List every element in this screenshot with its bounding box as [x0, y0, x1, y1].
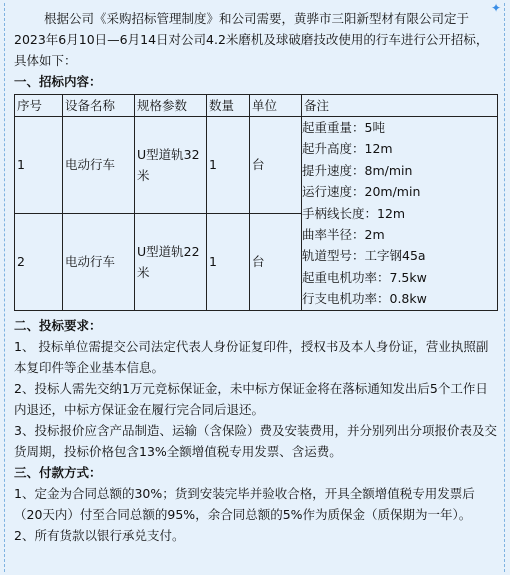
announcement-body: [14, 8, 500, 546]
row1-no: 1: [15, 117, 63, 214]
header-no: 序号: [15, 95, 63, 117]
requirement-item: 3、投标报价应含产品制造、运输（含保险）费及安装费用，并分别列出分项报价表及交货周期，投标价格包含13%全额增值税专用发票、含运费。: [14, 422, 497, 459]
header-spec: 规格参数: [135, 95, 207, 117]
row2-no: 2: [15, 213, 63, 310]
remark-line: 轨道型号：工字钢45a: [302, 248, 426, 264]
row2-spec: U型道轨22米: [135, 213, 207, 310]
header-name: 设备名称: [63, 95, 135, 117]
remark-line: 起升高度：12m: [302, 141, 393, 157]
remark-line: 行支电机功率：0.8kw: [302, 291, 427, 307]
requirements-section: [14, 315, 500, 546]
table-header-row: [15, 95, 498, 117]
header-qty: 数量: [207, 95, 250, 117]
header-remark: 备注: [302, 95, 498, 117]
remark-line: 起重电机功率：7.5kw: [302, 269, 427, 285]
remark-line: 起重重量：5吨: [302, 120, 385, 135]
remark-line: 运行速度：20m/min: [302, 184, 421, 200]
remark-line: 曲率半径：2m: [302, 227, 385, 243]
requirement-item: 1、 投标单位需提交公司法定代表人身份证复印件，授权书及本人身份证，营业执照副本复印件等企业基本信息。: [14, 338, 489, 375]
tender-table: [14, 94, 498, 311]
row2-unit: 台: [250, 213, 302, 310]
header-unit: 单位: [250, 95, 302, 117]
remark-line: 手柄线长度：12m: [302, 205, 406, 221]
payment-item: 2、所有货款以银行承兑支付。: [14, 527, 185, 543]
intro-paragraph: 根据公司《采购招标管理制度》和公司需要，黄骅市三阳新型材有限公司定于2023年6月10日—6月14日对公司4.2米磨机及球破磨技改使用的行车进行公开招标，具体如下：: [14, 11, 489, 68]
section-title-content: 一、招标内容：: [14, 74, 102, 89]
payment-item: 1、定金为合同总额的30%；货到安装完毕并验收合格，开具全额增值税专用发票后（20天内）付至合同总额的95%，余合同总额的5%作为质保金（质保期为一年）。: [14, 485, 475, 522]
row2-qty: 1: [207, 213, 250, 310]
remarks-cell: [302, 117, 498, 311]
row1-unit: 台: [250, 117, 302, 214]
row1-name: 电动行车: [63, 117, 135, 214]
section-title-requirements: 二、投标要求：: [14, 317, 102, 333]
star-icon: ✦: [490, 1, 501, 15]
section-title-payment: 三、付款方式：: [14, 464, 102, 480]
table-row: [15, 117, 498, 214]
row1-spec: U型道轨32米: [135, 117, 207, 214]
requirement-item: 2、投标人需先交纳1万元竞标保证金，未中标方保证金将在落标通知发出后5个工作日内退还，中标方保证金在履行完合同后退还。: [14, 380, 488, 417]
row1-qty: 1: [207, 117, 250, 214]
row2-name: 电动行车: [63, 213, 135, 310]
remark-line: 提升速度：8m/min: [302, 162, 413, 178]
